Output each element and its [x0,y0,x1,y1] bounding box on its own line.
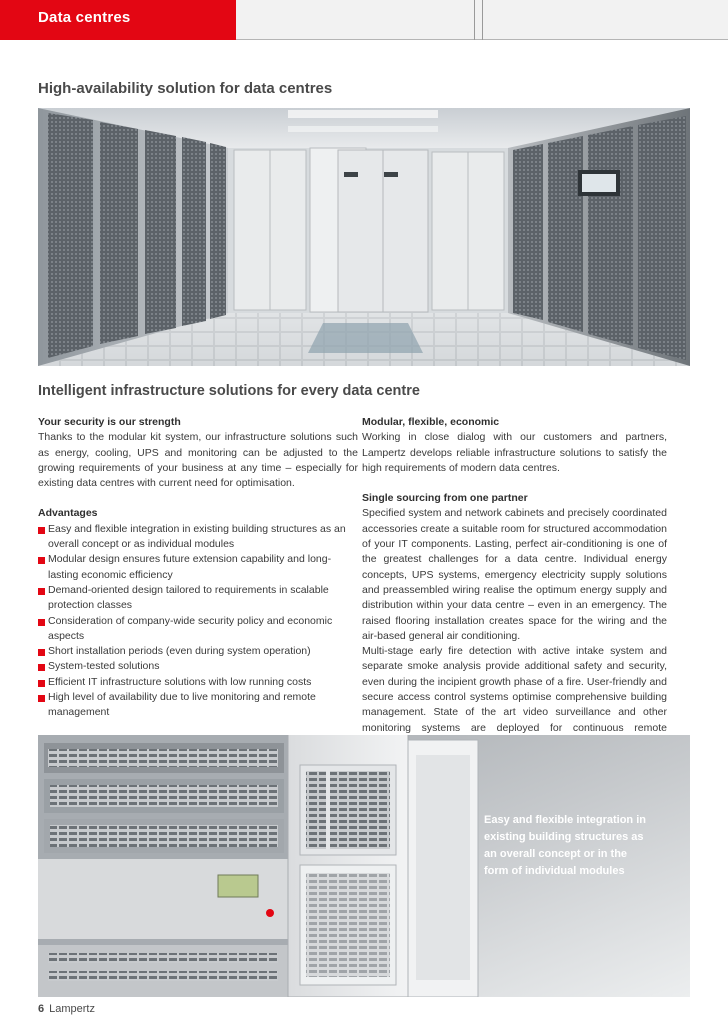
list-item [38,644,358,659]
page-footer [38,1003,95,1015]
advantage-text: System-tested solutions [48,660,160,673]
advantage-text: High level of availability due to live monitoring and remote management [48,691,316,719]
header-tab-strip [236,0,728,40]
list-item [38,552,358,583]
left-column [38,415,358,721]
list-item [38,583,358,614]
right-column [362,415,667,751]
header-divider [474,0,475,40]
sourcing-text: Specified system and network cabinets and precisely coordinated accessories create a suitable room for structured accommodation of your IT components. Lasting, perfect air-conditioning is one of the greatest challenges for a data centre. Individual energy concepts, UPS systems, emergency electricity supply solutions and preassembled wiring realise the optimum energy supply and distribution within your data centre – even in an emergency. The raised flooring installation creates space for the wiring and the air-based general air conditioning. [362,507,667,642]
advantage-text: Modular design ensures future extension capability and long-lasting economic efficiency [48,553,332,581]
spacer [362,476,667,491]
advantage-text: Demand-oriented design tailored to requirements in scalable protection classes [48,583,329,612]
modular-heading: Modular, flexible, economic [362,416,500,428]
bullet-square-icon [38,527,45,534]
advantages-heading: Advantages [38,507,98,520]
spacer [38,491,358,506]
bullet-square-icon [38,664,45,671]
data-centre-photo [38,108,690,366]
brand-name: Lampertz [49,1003,95,1015]
advantage-text: Efficient IT infrastructure solutions with low running costs [48,675,312,688]
page-number: 6 [38,1003,45,1015]
bullet-square-icon [38,649,45,656]
modular-text: Working in close dialog with our customers and partners, Lampertz develops reliable infrastructure solutions to satisfy the high requirements of modern data centres. [362,431,667,474]
list-item [38,659,358,674]
security-text: Thanks to the modular kit system, our infrastructure solutions such as energy, cooling, UPS and monitoring can be adjusted to the growing requirements of your business at any time – especially for existing data centres with current need for optimisation. [38,431,358,490]
bullet-square-icon [38,680,45,687]
header-divider [482,0,483,40]
page-headline: High-availability solution for data centres [38,80,333,97]
bullet-square-icon [38,619,45,626]
advantages-list [38,522,358,721]
photo-caption: Easy and flexible integration in existing building structures as an overall concept or in the form of individual modules [484,814,646,877]
security-heading: Your security is our strength [38,416,181,428]
section-title: Data centres [38,9,131,26]
list-item [38,614,358,645]
fire-detection-text: Multi-stage early fire detection with active intake system and separate smoke analysis provide additional safety and security, even during the incipient growth phase of a fire. User-friendly and secure access control systems optimise comprehensive building management. State of the art video surveillance and other monitoring systems are deployed for continuous remote [362,645,667,734]
advantage-text: Short installation periods (even during system operation) [48,645,311,658]
list-item [38,690,358,721]
list-item [38,675,358,690]
bullet-square-icon [38,557,45,564]
advantage-text: Easy and flexible integration in existing building structures as an overall concept or as individual modules [48,522,346,551]
bullet-square-icon [38,695,45,702]
list-item [38,522,358,553]
section-subheadline: Intelligent infrastructure solutions for every data centre [38,383,420,399]
bullet-square-icon [38,588,45,595]
data-centre-illustration [38,108,690,366]
advantage-text: Consideration of company-wide security policy and economic aspects [48,614,333,642]
sourcing-heading: Single sourcing from one partner [362,492,528,505]
